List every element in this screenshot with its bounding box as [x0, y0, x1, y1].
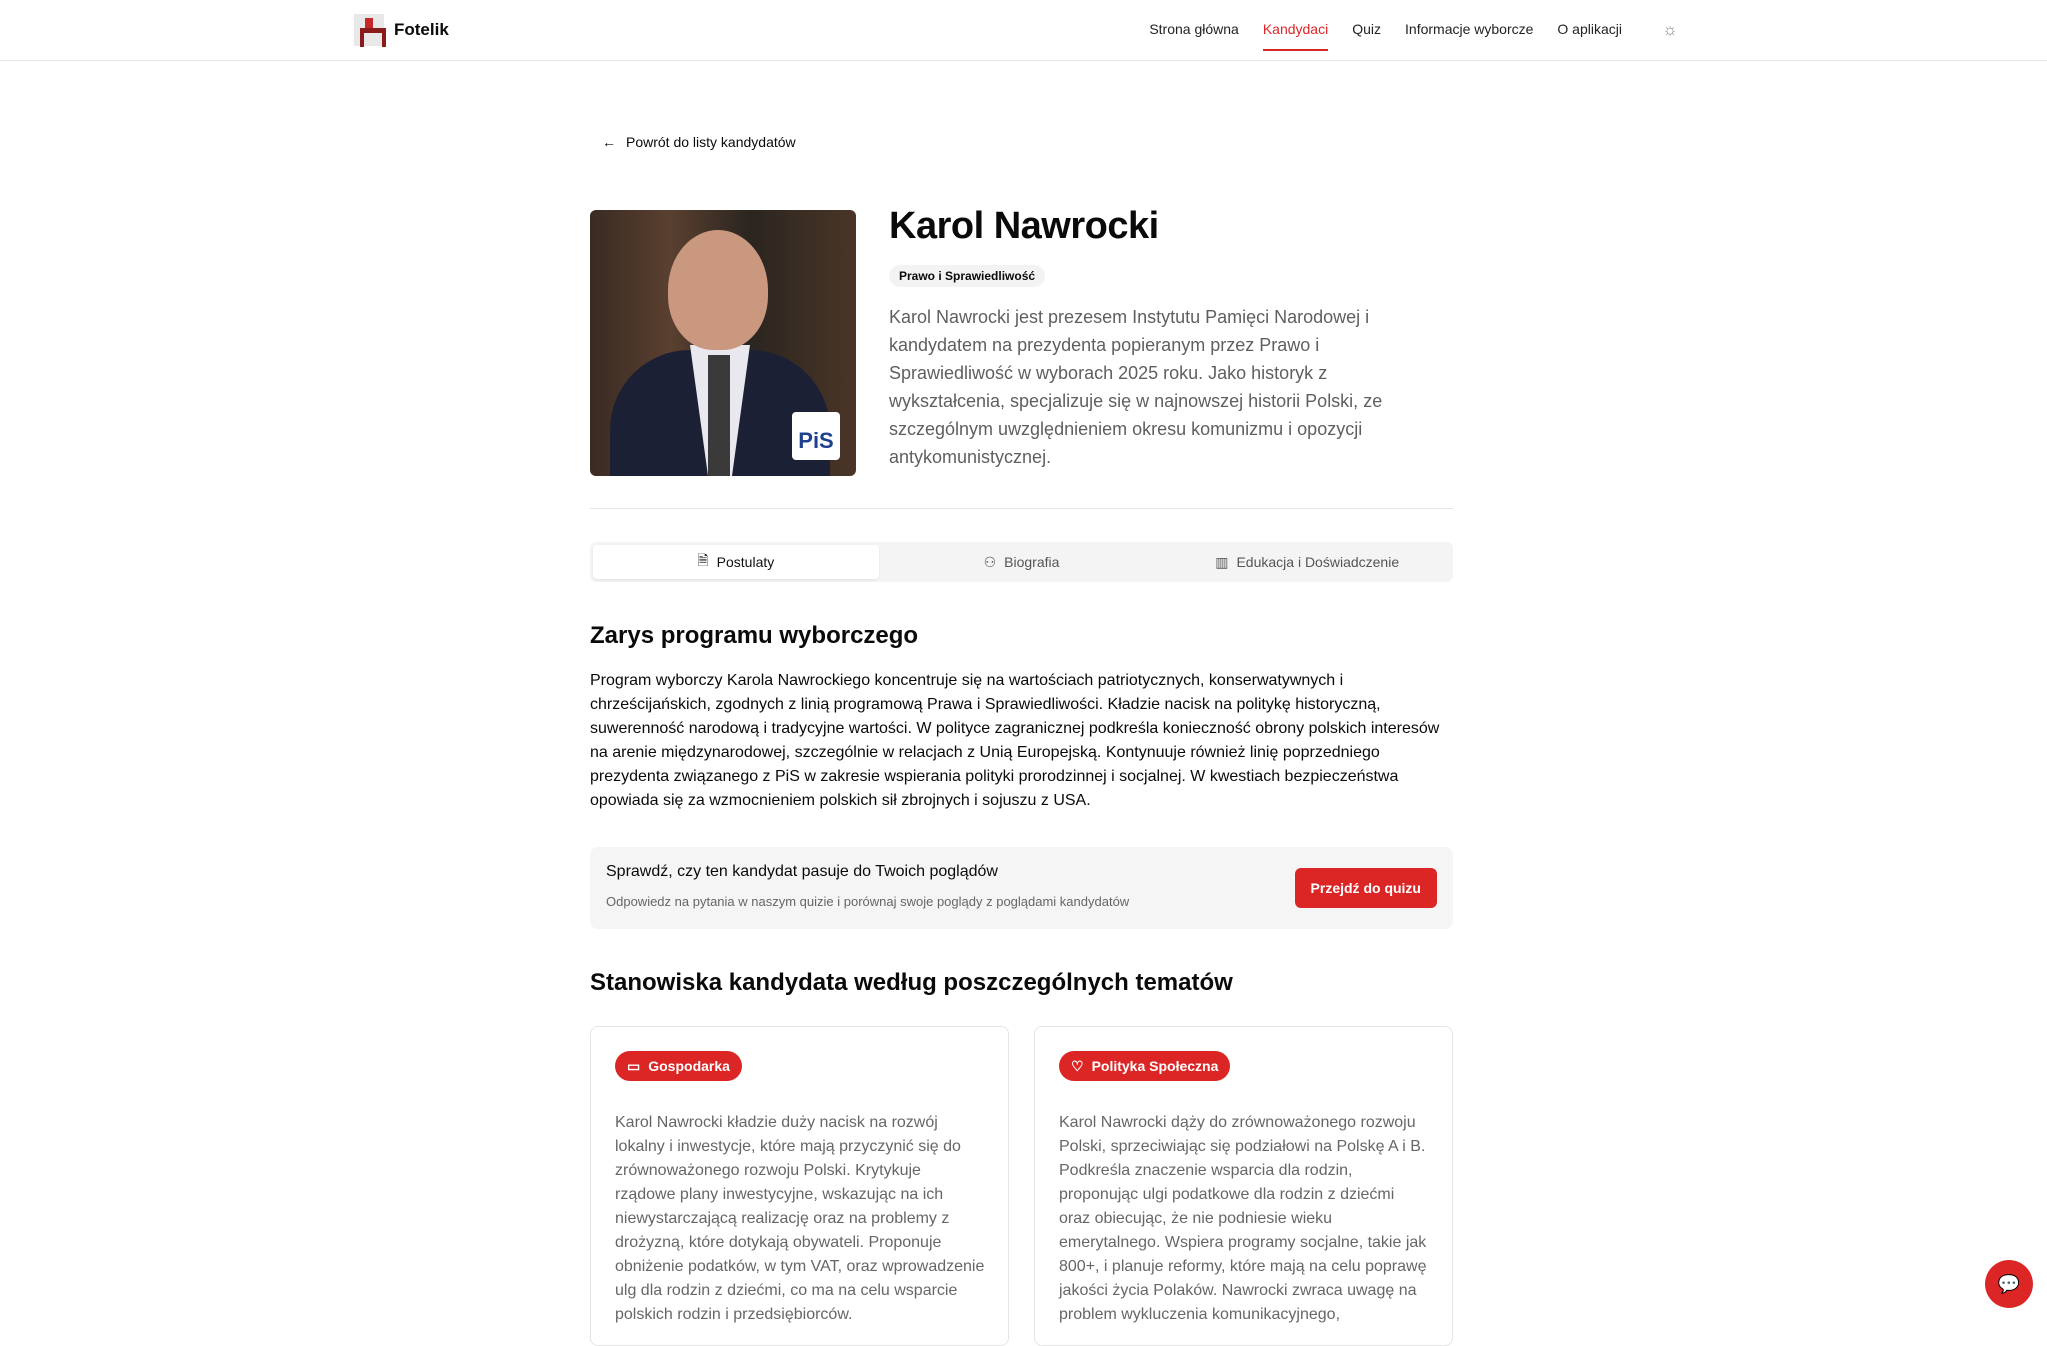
go-to-quiz-button[interactable]: Przejdź do quizu: [1295, 868, 1437, 908]
logo[interactable]: [354, 14, 449, 46]
logo-text: Fotelik: [394, 20, 449, 39]
tab-edukacja[interactable]: [1164, 545, 1450, 579]
nav-quiz[interactable]: Quiz: [1352, 21, 1382, 37]
program-title: Zarys programu wyborczego: [590, 622, 919, 649]
tab-label: Postulaty: [716, 554, 775, 570]
topic-label: Gospodarka: [648, 1058, 730, 1074]
topic-chip: [1059, 1051, 1230, 1081]
nav-home[interactable]: Strona główna: [1149, 21, 1239, 37]
candidate-photo: [590, 210, 856, 476]
nav-candidates[interactable]: Kandydaci: [1263, 0, 1328, 60]
briefcase-icon: ▥: [1215, 553, 1229, 570]
topic-text: Karol Nawrocki dąży do zrównoważonego rozwoju Polski, sprzeciwiając się podziałowi na Polskę A i B. Podkreśla znaczenie wsparcia dla rodzin, proponując ulgi podatkowe dla rodzin z dziećmi oraz obiecując, że nie podniesie wieku emerytalnego. Wspiera programy socjalne, takie jak 800+, i planuje reformy, które mają na celu poprawę jakości życia Polaków. Nawrocki zwraca uwagę na problem wykluczenia komunikacyjnego,: [1059, 1114, 1427, 1323]
wallet-icon: ▭: [627, 1057, 641, 1074]
quiz-callout: [590, 847, 1453, 929]
positions-title: Stanowiska kandydata według poszczególnych tematów: [590, 969, 1233, 996]
heart-icon: ♡: [1071, 1057, 1084, 1074]
program-text: Program wyborczy Karola Nawrockiego koncentruje się na wartościach patriotycznych, konserwatywnych i chrześcijańskich, zgodnych z linią programową Prawa i Sprawiedliwości. Kładzie nacisk na politykę historyczną, suwerenność narodową i tradycyjne wartości. W polityce zagranicznej podkreśla konieczność obrony polskich interesów na arenie międzynarodowej, szczególnie w relacjach z Unią Europejską. Kontynuuje również linię poprzedniego prezydenta związanego z PiS w zakresie wspierania polityki prorodzinnej i socjalnej. W kwestiach bezpieczeństwa opowiada się za wzmocnieniem polskich sił zbrojnych i sojuszu z USA.: [590, 672, 1440, 809]
nav-election-info[interactable]: Informacje wyborcze: [1405, 21, 1534, 37]
topic-chip: [615, 1051, 742, 1081]
user-icon: ⚇: [983, 553, 997, 570]
sun-icon[interactable]: ☼: [1662, 20, 1678, 39]
document-icon: 🗎: [697, 552, 709, 568]
topic-text: Karol Nawrocki kładzie duży nacisk na rozwój lokalny i inwestycje, które mają przyczynić się do zrównoważonego rozwoju Polski. Krytykuje rządowe plany inwestycyjne, wskazując na ich niewystarczającą realizację oraz na problemy z drożyzną, które dotykają obywateli. Proponuje obniżenie podatków, w tym VAT, oraz wprowadzenie ulg dla rodzin z dziećmi, co ma na celu wsparcie polskich rodzin i przedsiębiorców.: [615, 1114, 985, 1323]
party-logo: PiS: [792, 412, 840, 460]
topic-label: Polityka Społeczna: [1091, 1058, 1219, 1074]
header: [0, 0, 2047, 61]
tab-label: Edukacja i Doświadczenie: [1236, 554, 1400, 570]
party-badge: Prawo i Sprawiedliwość: [889, 265, 1045, 287]
chat-icon: 💬: [1997, 1274, 2021, 1294]
armchair-logo-icon: [354, 14, 384, 46]
tab-biografia[interactable]: [879, 545, 1165, 579]
topic-card-social: [1034, 1026, 1453, 1346]
topic-card-economy: [590, 1026, 1009, 1346]
tab-label: Biografia: [1004, 554, 1060, 570]
divider: [590, 508, 1453, 509]
arrow-left-icon: ←: [602, 134, 616, 150]
tab-postulaty[interactable]: [593, 545, 879, 579]
quiz-subtitle: Odpowiedz na pytania w naszym quizie i porównaj swoje poglądy z poglądami kandydatów: [606, 894, 1130, 909]
candidate-description: Karol Nawrocki jest prezesem Instytutu Pamięci Narodowej i kandydatem na prezydenta popieranym przez Prawo i Sprawiedliwość w wyborach 2025 roku. Jako historyk z wykształcenia, specjalizuje się w najnowszej historii Polski, ze szczególnym uwzględnieniem okresu komunizmu i opozycji antykomunistycznej.: [889, 307, 1383, 467]
chat-button[interactable]: [1985, 1260, 2033, 1308]
quiz-title: Sprawdź, czy ten kandydat pasuje do Twoich poglądów: [606, 863, 998, 880]
back-link[interactable]: [602, 134, 796, 150]
tabs: [590, 542, 1453, 582]
main-nav: [1149, 0, 1622, 60]
candidate-name: Karol Nawrocki: [889, 205, 1159, 247]
nav-about[interactable]: O aplikacji: [1557, 21, 1622, 37]
back-link-label: Powrót do listy kandydatów: [626, 134, 796, 150]
